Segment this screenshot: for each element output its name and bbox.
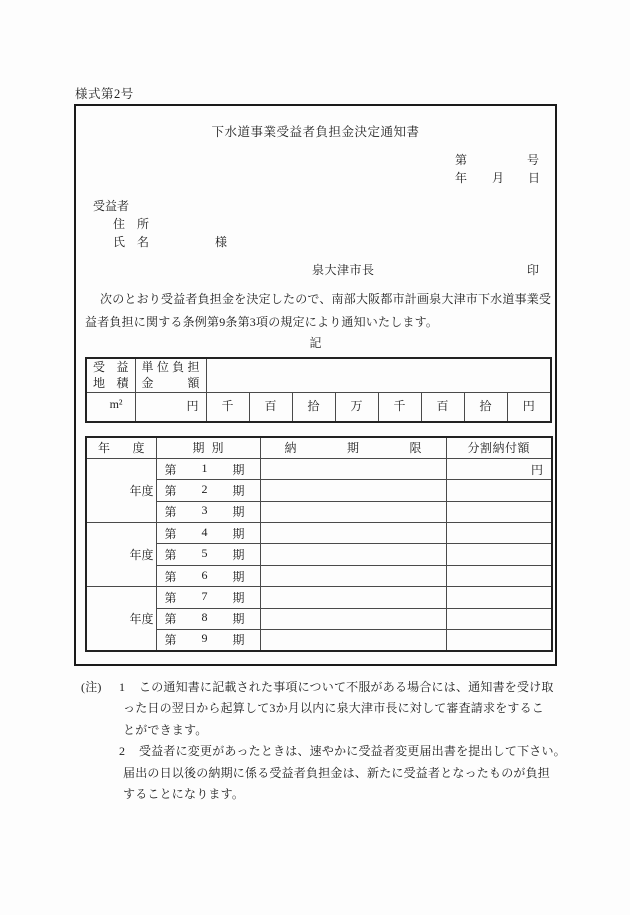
honorific-label: 様 xyxy=(215,235,228,249)
due-date-cell xyxy=(260,608,446,629)
digit-header-cell: 円 xyxy=(507,392,551,422)
amount-cell xyxy=(446,544,552,565)
amount-cell xyxy=(446,523,552,544)
doc-number-suffix: 号 xyxy=(527,153,540,167)
digit-header-cell: 拾 xyxy=(464,392,507,422)
due-date-cell xyxy=(260,501,446,522)
beneficiary-label: 受益者 xyxy=(93,199,130,213)
unit-header-line1: 単位負担 xyxy=(141,360,200,375)
due-date-cell xyxy=(260,544,446,565)
area-header-line2: 地積 xyxy=(93,376,129,391)
note-number: 2 xyxy=(119,744,126,759)
note-number: 1 xyxy=(119,680,126,694)
notes-section xyxy=(81,677,567,805)
address-label: 住 所 xyxy=(113,217,150,231)
header-period: 期別 xyxy=(156,437,260,458)
body-paragraph: 次のとおり受益者負担金を決定したので、南部大阪都市計画泉大津市下水道事業受益者負担に関する条例第9条第3項の規定により通知いたします。 xyxy=(85,292,552,329)
note-line: 受益者に変更があったときは、速やかに受益者変更届出書を提出して下さい。 xyxy=(139,744,566,759)
header-fiscal-year: 年度 xyxy=(86,437,156,458)
period-cell: 第 1 期 xyxy=(156,458,260,479)
fiscal-year-cell: 年度 xyxy=(86,458,156,522)
due-date-cell xyxy=(260,587,446,608)
area-header-cell xyxy=(86,358,135,392)
fiscal-year-cell: 年度 xyxy=(86,523,156,587)
due-date-cell xyxy=(260,565,446,586)
unit-charge-table xyxy=(85,357,552,423)
notice-box xyxy=(74,104,557,666)
amount-cell xyxy=(446,587,552,608)
notice-title: 下水道事業受益者負担金決定通知書 xyxy=(211,125,420,139)
note-item-1 xyxy=(119,677,567,741)
amount-cell xyxy=(446,565,552,586)
note-item-2 xyxy=(119,741,567,805)
period-cell: 第 2 期 xyxy=(156,480,260,501)
area-header-line1: 受益 xyxy=(93,360,129,375)
digit-header-cell: 拾 xyxy=(292,392,335,422)
due-date-cell xyxy=(260,458,446,479)
area-unit-cell: m² xyxy=(86,392,135,422)
header-installment-amount: 分割納付額 xyxy=(446,437,552,458)
due-date-cell xyxy=(260,523,446,544)
period-cell: 第 5 期 xyxy=(156,544,260,565)
mayor-name: 泉大津市長 xyxy=(312,263,375,277)
amount-cell xyxy=(446,630,552,651)
note-line: 届出の日以後の納期に係る受益者負担金は、新たに受益者となったものが負担 xyxy=(123,765,551,780)
amount-cell: 円 xyxy=(446,458,552,479)
fiscal-year-cell: 年度 xyxy=(86,587,156,651)
digit-header-cell: 百 xyxy=(249,392,292,422)
amount-entry-cell xyxy=(206,358,551,392)
note-line: することになります。 xyxy=(123,787,245,802)
doc-number-prefix: 第 xyxy=(455,153,468,167)
period-cell: 第 9 期 xyxy=(156,630,260,651)
period-cell: 第 8 期 xyxy=(156,608,260,629)
period-cell: 第 6 期 xyxy=(156,565,260,586)
digit-header-cell: 千 xyxy=(206,392,249,422)
note-line: この通知書に記載された事項について不服がある場合には、通知書を受け取 xyxy=(139,680,554,694)
period-cell: 第 4 期 xyxy=(156,523,260,544)
amount-cell xyxy=(446,608,552,629)
seal-mark: 印 xyxy=(527,263,540,277)
amount-cell xyxy=(446,480,552,501)
note-line: とができます。 xyxy=(123,722,208,737)
header-due-date: 納期限 xyxy=(260,437,446,458)
digit-header-cell: 万 xyxy=(335,392,378,422)
date-day-label: 日 xyxy=(528,171,541,185)
date-month-label: 月 xyxy=(492,171,505,185)
date-year-label: 年 xyxy=(455,171,468,185)
form-number-label: 様式第2号 xyxy=(75,87,134,101)
note-line: った日の翌日から起算して3か月以内に泉大津市長に対して審査請求をするこ xyxy=(123,701,545,716)
note-label: (注) xyxy=(81,680,102,694)
due-date-cell xyxy=(260,480,446,501)
payment-schedule-table xyxy=(85,436,553,652)
digit-header-cell: 千 xyxy=(378,392,421,422)
period-cell: 第 3 期 xyxy=(156,501,260,522)
unit-amount-header-cell xyxy=(135,358,206,392)
amount-cell xyxy=(446,501,552,522)
record-heading: 記 xyxy=(309,336,322,350)
due-date-cell xyxy=(260,630,446,651)
unit-currency-cell: 円 xyxy=(135,392,206,422)
digit-header-cell: 百 xyxy=(421,392,464,422)
period-cell: 第 7 期 xyxy=(156,587,260,608)
name-label: 氏 名 xyxy=(113,235,150,249)
unit-header-line2: 金額 xyxy=(141,376,200,391)
